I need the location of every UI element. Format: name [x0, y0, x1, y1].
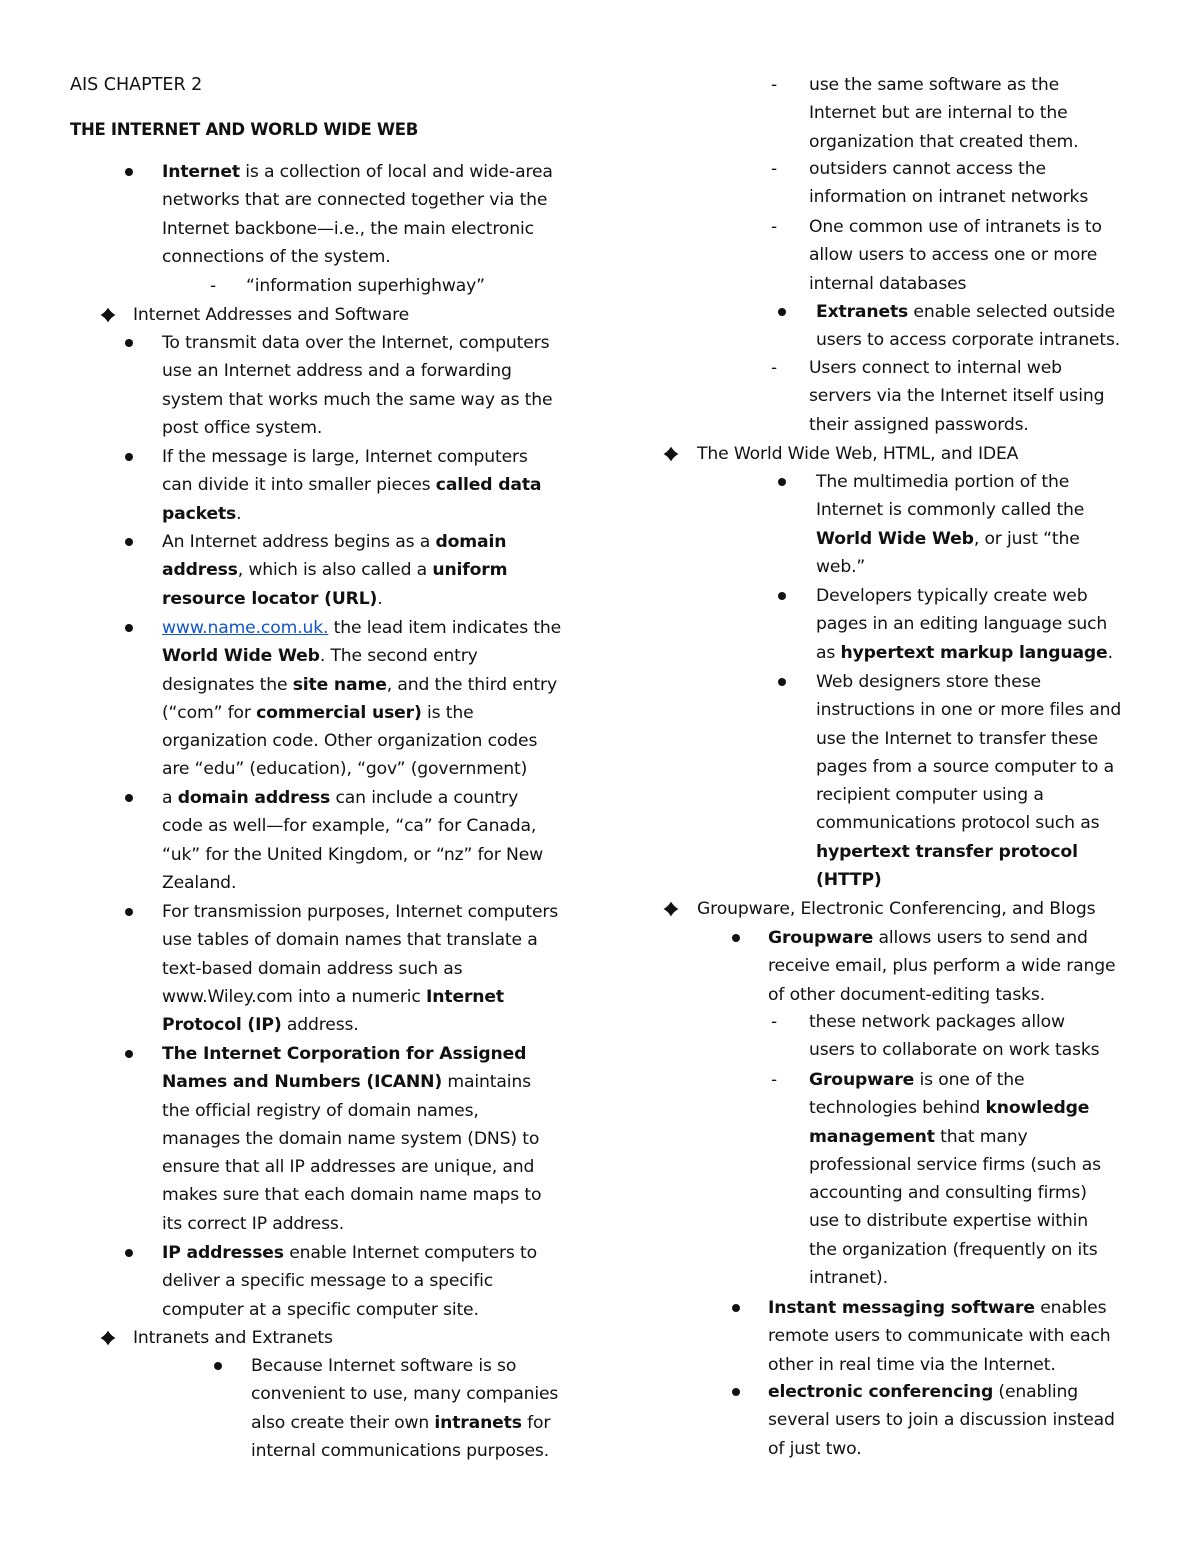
text-run: enables remote users to communicate with each other in real time via the Internet. [768, 1298, 1111, 1375]
text-run: Groupware, Electronic Conferencing, and Blogs [697, 899, 1096, 919]
text-run: can include a country code as well—for example, “ca” for Canada, “uk” for the United Kingdom, or “nz” for New Zealand. [162, 788, 544, 893]
bold-term: Groupware [809, 1070, 915, 1090]
text-run: . [377, 588, 383, 609]
dash-icon: - [771, 75, 778, 95]
bullet-icon [125, 538, 133, 546]
text-run: Developers typically create web pages in an editing language such as [816, 586, 1108, 663]
bullet-icon [778, 592, 786, 600]
dash-icon: - [771, 159, 778, 179]
list-item [162, 158, 562, 271]
text-run: To transmit data over the Internet, computers use an Internet address and a forwarding system that works much the same way as the post office system. [162, 333, 553, 438]
list-item [809, 213, 1114, 298]
doc-title: AIS CHAPTER 2 [70, 75, 203, 95]
text-run: One common use of intranets is to allow users to access one or more internal databases [809, 217, 1102, 294]
bold-term: hypertext transfer protocol (HTTP) [816, 841, 1078, 891]
list-item [809, 71, 1114, 156]
bullet-icon [125, 794, 133, 802]
bold-term: called data packets [162, 475, 542, 524]
bullet-icon [778, 308, 786, 316]
text-run: that many professional service firms (such as accounting and consulting firms) use to distribute expertise within the organization (frequently on its intranet). [809, 1126, 1101, 1289]
dash-icon: - [210, 276, 217, 296]
text-run: allows users to send and receive email, plus perform a wide range of other document-editing tasks. [768, 928, 1116, 1005]
dash-icon: - [771, 358, 778, 378]
diamond-bullet-icon [663, 901, 678, 916]
text-run: is a collection of local and wide-area networks that are connected together via the Internet backbone—i.e., the main electronic connections of the system. [162, 162, 553, 267]
list-item [816, 298, 1131, 355]
bold-term: uniform resource locator (URL) [162, 560, 508, 609]
bullet-icon [125, 168, 133, 176]
list-item [251, 1352, 571, 1465]
list-item [809, 1066, 1114, 1292]
text-run: . The second entry designates the [162, 646, 478, 695]
text-run: , which is also called a [237, 560, 433, 581]
text-run: the lead item indicates the [328, 618, 562, 638]
bold-term: hypertext markup language [840, 642, 1108, 663]
text-run: Because Internet software is so convenient to use, many companies also create their own [251, 1356, 559, 1433]
text-run: . [1107, 642, 1113, 663]
bullet-icon [214, 1362, 222, 1370]
section-heading [133, 301, 533, 329]
bullet-icon [125, 1050, 133, 1058]
text-run: Web designers store these instructions in one or more files and use the Internet to transfer these pages from a source computer to a recipient computer using a communications protocol such as [816, 672, 1122, 834]
list-item [162, 528, 562, 613]
section-heading [697, 440, 1147, 468]
list-item [162, 784, 562, 897]
bullet-icon [125, 1249, 133, 1257]
list-item [768, 1294, 1128, 1379]
url-link[interactable]: www.name.com.uk. [162, 618, 329, 638]
text-run: , or just “the web.” [816, 528, 1080, 577]
dash-icon: - [771, 1070, 778, 1090]
text-run: , and the third entry (“com” for [162, 674, 557, 723]
text-run: . [236, 503, 242, 524]
text-run: these network packages allow users to collaborate on work tasks [809, 1012, 1100, 1061]
text-run: If the message is large, Internet computers can divide it into smaller pieces [162, 447, 528, 496]
list-item [246, 272, 546, 300]
bold-term: World Wide Web [162, 646, 320, 667]
bold-term: Instant messaging software [768, 1298, 1035, 1318]
text-run: maintains the official registry of domain names, manages the domain name system (DNS) to ensure that all IP addresses are unique, and makes sure that each domain name maps to its correct IP address. [162, 1072, 542, 1234]
bold-term: Internet [162, 162, 240, 182]
list-item [162, 1239, 562, 1324]
list-item [162, 329, 562, 442]
dash-icon: - [771, 1012, 778, 1032]
list-item [816, 468, 1131, 581]
list-item [768, 1378, 1128, 1463]
text-run: is one of the technologies behind [809, 1070, 1025, 1119]
list-item [816, 668, 1131, 894]
bold-term: The Internet Corporation for Assigned Names and Numbers (ICANN) [162, 1044, 527, 1093]
bold-term: IP addresses [162, 1243, 284, 1263]
bold-term: Extranets [816, 302, 909, 322]
bullet-icon [732, 1304, 740, 1312]
bold-term: commercial user) [256, 702, 422, 723]
list-item [162, 1040, 562, 1238]
diamond-bullet-icon [100, 307, 115, 322]
text-run: a [162, 788, 178, 808]
text-run: An Internet address begins as a [162, 532, 436, 552]
bold-term: domain address [162, 532, 507, 581]
list-item [162, 898, 562, 1039]
section-heading [697, 895, 1147, 923]
text-run: enable Internet computers to deliver a specific message to a specific computer at a specific computer site. [162, 1243, 537, 1320]
list-item [809, 1008, 1114, 1065]
text-run: enable selected outside users to access corporate intranets. [816, 302, 1121, 351]
bold-term: electronic conferencing [768, 1382, 994, 1402]
text-run: address. [281, 1015, 359, 1036]
bullet-icon [732, 934, 740, 942]
text-run: is the organization code. Other organization codes are “edu” (education), “gov” (government) [162, 702, 538, 780]
bullet-icon [778, 478, 786, 486]
bullet-icon [125, 908, 133, 916]
text-run: Users connect to internal web servers via the Internet itself using their assigned passwords. [809, 358, 1105, 435]
bold-term: intranets [434, 1412, 522, 1433]
text-run: Intranets and Extranets [133, 1328, 333, 1348]
text-run: “information superhighway” [246, 276, 485, 296]
diamond-bullet-icon [100, 1330, 115, 1345]
bullet-icon [778, 678, 786, 686]
bullet-icon [125, 339, 133, 347]
list-item [809, 155, 1114, 212]
list-item [809, 354, 1114, 439]
doc-heading: THE INTERNET AND WORLD WIDE WEB [70, 120, 419, 139]
section-heading [133, 1324, 533, 1352]
diamond-bullet-icon [663, 446, 678, 461]
bullet-icon [125, 624, 133, 632]
text-run: The multimedia portion of the Internet is commonly called the [816, 472, 1085, 521]
bullet-icon [732, 1388, 740, 1396]
text-run: The World Wide Web, HTML, and IDEA [697, 444, 1019, 464]
bold-term: Groupware [768, 928, 874, 948]
text-run: (enabling several users to join a discussion instead of just two. [768, 1382, 1115, 1459]
text-run: outsiders cannot access the information on intranet networks [809, 159, 1089, 208]
bold-term: World Wide Web [816, 528, 974, 549]
text-run: for internal communications purposes. [251, 1412, 551, 1461]
bold-term: domain address [177, 788, 331, 808]
bold-term: knowledge management [809, 1098, 1090, 1147]
list-item [816, 582, 1131, 667]
list-item [162, 614, 562, 784]
bullet-icon [125, 453, 133, 461]
dash-icon: - [771, 217, 778, 237]
text-run: Internet Addresses and Software [133, 305, 410, 325]
text-run: use the same software as the Internet but are internal to the organization that created them. [809, 75, 1079, 152]
text-run: For transmission purposes, Internet computers use tables of domain names that translate a text-based domain address such as www.Wiley.com into a numeric [162, 902, 559, 1007]
list-item [162, 443, 562, 528]
bold-term: site name [292, 674, 387, 695]
list-item [768, 924, 1128, 1009]
bold-term: Internet Protocol (IP) [162, 986, 504, 1036]
